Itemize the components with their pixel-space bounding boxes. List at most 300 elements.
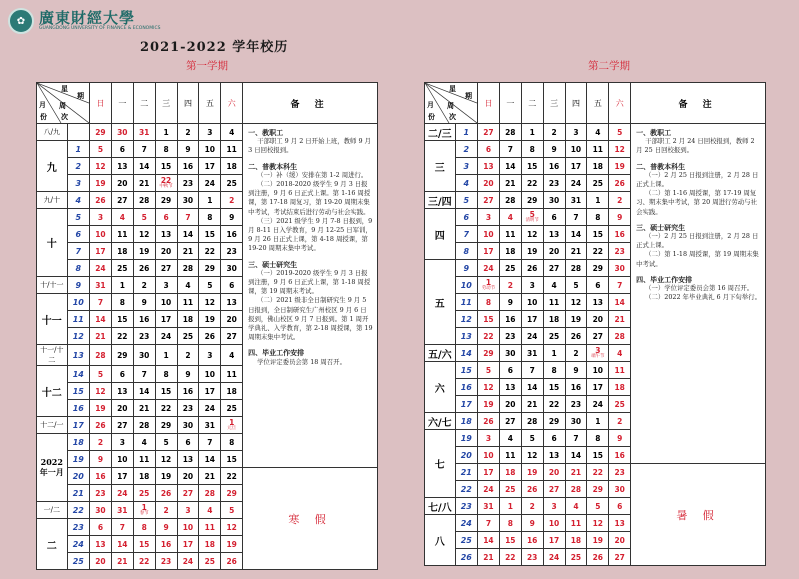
day-cell xyxy=(199,226,221,243)
weekday-header: 日 xyxy=(90,83,112,124)
day-cell xyxy=(133,345,155,366)
day-cell xyxy=(543,549,565,566)
day-cell xyxy=(609,447,631,464)
day-cell xyxy=(90,485,112,502)
note-text: （二）2018-2020 级学生 9 月 3 日报到注册，9 月 6 日正式上课。第 1-16 周授课，第 17-18 周复习，第 19-20 周期末集中考试，考试结束后进行劳动与社会实践。 xyxy=(248,180,371,216)
header-label-qi: 期 xyxy=(77,91,84,100)
week-number: 8 xyxy=(455,243,477,260)
day-cell xyxy=(133,141,155,158)
day-number: 5 xyxy=(617,127,623,137)
day-cell xyxy=(111,536,133,553)
university-logo xyxy=(8,8,160,34)
day-cell xyxy=(133,417,155,434)
day-number: 20 xyxy=(226,314,237,324)
day-cell xyxy=(90,451,112,468)
day-cell xyxy=(521,481,543,498)
day-number: 21 xyxy=(614,314,625,324)
day-number: 1 xyxy=(485,278,492,288)
day-cell xyxy=(155,434,177,451)
day-number: 22 xyxy=(483,331,494,341)
day-cell xyxy=(478,362,500,379)
day-cell xyxy=(478,328,500,345)
day-cell xyxy=(221,294,243,311)
day-number: 13 xyxy=(505,382,516,392)
day-cell xyxy=(90,468,112,485)
day-cell xyxy=(587,447,609,464)
day-number: 16 xyxy=(526,535,538,545)
day-number: 8 xyxy=(595,433,601,443)
day-cell xyxy=(221,260,243,277)
day-number: 5 xyxy=(485,365,492,375)
notes-panel xyxy=(631,124,766,464)
day-number: 6 xyxy=(507,365,513,375)
day-cell xyxy=(609,481,631,498)
day-cell xyxy=(155,175,177,192)
day-cell xyxy=(543,396,565,413)
day-cell xyxy=(565,345,587,362)
day-number: 11 xyxy=(548,297,560,307)
day-number: 17 xyxy=(204,386,216,396)
weekday-header: 四 xyxy=(565,83,587,124)
day-number: 4 xyxy=(207,505,213,515)
day-number: 11 xyxy=(226,369,237,379)
day-number: 25 xyxy=(226,403,237,413)
weekday-header: 五 xyxy=(587,83,609,124)
day-number: 16 xyxy=(505,314,516,324)
day-cell xyxy=(543,311,565,328)
day-cell xyxy=(587,277,609,294)
day-number: 13 xyxy=(614,518,625,528)
day-cell xyxy=(499,345,521,362)
day-number: 7 xyxy=(141,369,147,379)
day-number: 22 xyxy=(138,556,150,566)
week-number: 11 xyxy=(67,311,89,328)
day-number: 11 xyxy=(204,522,216,532)
day-cell xyxy=(155,536,177,553)
day-number: 31 xyxy=(526,348,538,358)
day-cell xyxy=(565,549,587,566)
week-number: 6 xyxy=(67,226,89,243)
day-cell xyxy=(478,175,500,192)
day-number: 17 xyxy=(570,161,582,171)
day-number: 18 xyxy=(614,382,625,392)
note-heading: 三、硕士研究生 xyxy=(636,222,686,232)
day-cell xyxy=(565,226,587,243)
day-number: 3 xyxy=(97,212,104,222)
day-number: 10 xyxy=(592,365,604,375)
day-cell xyxy=(111,366,133,383)
holiday-label: 中秋节 xyxy=(159,184,173,190)
day-cell xyxy=(177,485,199,502)
day-cell xyxy=(111,345,133,366)
week-number: 25 xyxy=(455,532,477,549)
day-number: 12 xyxy=(160,454,172,464)
day-cell xyxy=(90,175,112,192)
day-number: 28 xyxy=(526,416,538,426)
note-text: 学位评定委员会第 18 周召开。 xyxy=(257,357,346,366)
day-cell xyxy=(521,464,543,481)
day-cell xyxy=(587,328,609,345)
day-number: 8 xyxy=(551,365,557,375)
semester2-title: 第二学期 xyxy=(588,60,630,72)
day-number: 15 xyxy=(226,454,237,464)
day-cell xyxy=(543,175,565,192)
day-number: 2 xyxy=(163,505,169,515)
day-cell xyxy=(478,209,500,226)
day-cell xyxy=(543,345,565,362)
day-number: 20 xyxy=(95,556,106,566)
day-cell xyxy=(499,209,521,226)
day-cell xyxy=(133,226,155,243)
holiday-label: 清明节 xyxy=(525,218,539,224)
day-number: 8 xyxy=(163,144,169,154)
day-number: 2 xyxy=(229,195,235,205)
day-cell xyxy=(221,226,243,243)
week-number: 7 xyxy=(455,226,477,243)
day-cell xyxy=(521,141,543,158)
day-number: 20 xyxy=(182,471,194,481)
note-heading: 四、毕业工作安排 xyxy=(248,348,305,358)
week-number: 19 xyxy=(67,451,89,468)
day-number: 26 xyxy=(592,552,604,562)
day-number: 12 xyxy=(226,522,237,532)
day-number: 12 xyxy=(138,229,150,239)
day-number: 28 xyxy=(138,420,150,430)
day-cell xyxy=(111,141,133,158)
day-number: 27 xyxy=(614,552,625,562)
semester1-calendar xyxy=(36,82,378,570)
day-cell xyxy=(609,277,631,294)
day-cell xyxy=(565,396,587,413)
day-number: 1 xyxy=(141,503,147,513)
day-cell xyxy=(199,417,221,434)
day-number: 20 xyxy=(614,535,625,545)
week-number: 15 xyxy=(455,362,477,379)
day-number: 21 xyxy=(117,556,128,566)
week-number: 24 xyxy=(455,515,477,532)
day-cell xyxy=(521,396,543,413)
day-cell xyxy=(543,277,565,294)
day-number: 6 xyxy=(229,280,235,290)
day-cell xyxy=(543,260,565,277)
weekday-header: 日 xyxy=(478,83,500,124)
day-number: 8 xyxy=(229,437,235,447)
day-number: 14 xyxy=(117,539,128,549)
day-cell xyxy=(609,498,631,515)
day-number: 25 xyxy=(505,263,516,273)
day-cell xyxy=(521,532,543,549)
day-number: 6 xyxy=(185,437,191,447)
day-cell xyxy=(90,311,112,328)
day-cell xyxy=(177,468,199,485)
day-cell xyxy=(177,243,199,260)
day-cell xyxy=(499,124,521,141)
day-number: 15 xyxy=(204,229,216,239)
week-number: 21 xyxy=(455,464,477,481)
day-cell xyxy=(478,345,500,362)
day-number: 7 xyxy=(485,518,492,528)
day-cell xyxy=(90,328,112,345)
month-label: 五/六 xyxy=(425,345,456,362)
day-cell xyxy=(221,311,243,328)
day-number: 4 xyxy=(507,212,513,222)
day-number: 24 xyxy=(160,331,172,341)
day-number: 23 xyxy=(160,556,172,566)
day-cell xyxy=(199,536,221,553)
day-number: 22 xyxy=(160,176,172,186)
day-cell xyxy=(133,260,155,277)
day-cell xyxy=(478,481,500,498)
day-number: 27 xyxy=(483,127,494,137)
day-number: 6 xyxy=(595,280,601,290)
day-cell xyxy=(221,328,243,345)
day-number: 22 xyxy=(226,471,237,481)
day-number: 3 xyxy=(207,127,213,137)
day-cell xyxy=(499,549,521,566)
day-number: 18 xyxy=(226,161,237,171)
day-number: 2 xyxy=(97,437,104,447)
day-number: 1 xyxy=(163,350,169,360)
week-number: 6 xyxy=(455,209,477,226)
day-number: 31 xyxy=(483,501,494,511)
day-number: 29 xyxy=(548,416,560,426)
day-cell xyxy=(199,434,221,451)
month-label: 九 xyxy=(37,141,68,192)
day-number: 2 xyxy=(573,348,579,358)
day-number: 3 xyxy=(595,346,601,356)
day-number: 11 xyxy=(138,454,150,464)
day-number: 13 xyxy=(548,229,560,239)
day-number: 24 xyxy=(204,403,216,413)
day-number: 15 xyxy=(592,229,604,239)
week-number: 20 xyxy=(67,468,89,485)
day-number: 20 xyxy=(160,246,172,256)
month-label: 一/二 xyxy=(37,502,68,519)
day-number: 24 xyxy=(570,178,582,188)
day-number: 1 xyxy=(529,127,535,137)
note-text: （三）2021 级学生 9 月 7-8 日报到，9 月 8-11 日入学教育，9 月 12-25 日军训，9 月 26 日正式上课，第 4-18 周授课，第 19-20 周期末集中考试。 xyxy=(248,216,373,253)
day-number: 22 xyxy=(548,399,560,409)
week-number: 25 xyxy=(67,553,89,570)
day-cell xyxy=(199,328,221,345)
day-number: 25 xyxy=(204,556,216,566)
day-number: 22 xyxy=(592,467,604,477)
notes-header: 备 注 xyxy=(243,83,378,124)
day-number: 24 xyxy=(95,263,106,273)
day-cell xyxy=(155,451,177,468)
day-cell xyxy=(111,243,133,260)
day-cell xyxy=(565,515,587,532)
day-cell xyxy=(478,532,500,549)
weekday-header: 二 xyxy=(521,83,543,124)
day-cell xyxy=(543,226,565,243)
holiday-label: 端午节 xyxy=(591,354,605,360)
day-number: 15 xyxy=(160,161,172,171)
day-number: 26 xyxy=(204,331,216,341)
university-name-en: GUANGDONG UNIVERSITY OF FINANCE & ECONOMICS xyxy=(39,25,161,31)
day-number: 7 xyxy=(119,522,125,532)
week-number: 17 xyxy=(67,417,89,434)
day-cell xyxy=(221,192,243,209)
day-cell xyxy=(521,158,543,175)
month-label: 十二 xyxy=(37,366,68,417)
day-cell xyxy=(609,192,631,209)
week-number: 19 xyxy=(455,430,477,447)
week-number: 16 xyxy=(455,379,477,396)
day-cell xyxy=(155,519,177,536)
day-number: 25 xyxy=(614,399,625,409)
day-number: 13 xyxy=(548,450,560,460)
day-cell xyxy=(111,328,133,345)
day-number: 17 xyxy=(548,535,560,545)
day-number: 15 xyxy=(117,314,128,324)
weekday-header: 三 xyxy=(543,83,565,124)
day-number: 25 xyxy=(138,488,150,498)
day-cell xyxy=(587,311,609,328)
day-cell xyxy=(199,124,221,141)
day-number: 15 xyxy=(483,314,494,324)
day-number: 3 xyxy=(529,280,535,290)
day-cell xyxy=(478,464,500,481)
day-number: 9 xyxy=(617,433,623,443)
day-cell xyxy=(221,502,243,519)
note-heading: 二、普教本科生 xyxy=(636,161,686,171)
day-number: 13 xyxy=(117,161,128,171)
week-number: 13 xyxy=(455,328,477,345)
day-cell xyxy=(499,498,521,515)
note-text: 干部职工 2 月 24 日回校报到，教师 2 月 25 日回校报到。 xyxy=(636,137,755,155)
day-cell xyxy=(133,553,155,570)
day-cell xyxy=(609,532,631,549)
day-cell xyxy=(155,243,177,260)
day-cell xyxy=(565,260,587,277)
day-number: 13 xyxy=(226,297,237,307)
day-cell xyxy=(499,311,521,328)
day-number: 21 xyxy=(182,246,194,256)
day-number: 5 xyxy=(163,437,169,447)
university-name: 廣東財經大學 xyxy=(39,8,136,27)
day-cell xyxy=(221,383,243,400)
month-label: 四 xyxy=(425,209,456,260)
day-number: 4 xyxy=(141,437,147,447)
day-cell xyxy=(587,209,609,226)
day-number: 23 xyxy=(95,488,106,498)
day-cell xyxy=(221,124,243,141)
day-number: 15 xyxy=(592,450,604,460)
day-cell xyxy=(478,158,500,175)
note-text: （二）第 1-16 周授课，第 17-19 周复习、期末集中考试，第 20 周进行劳动与社会实践。 xyxy=(636,189,757,216)
day-cell xyxy=(521,277,543,294)
day-cell xyxy=(221,400,243,417)
day-cell xyxy=(199,260,221,277)
day-cell xyxy=(587,141,609,158)
day-cell xyxy=(221,158,243,175)
day-number: 3 xyxy=(207,350,213,360)
day-cell xyxy=(565,447,587,464)
day-cell xyxy=(609,328,631,345)
header-label-xing: 星 xyxy=(449,84,456,93)
day-number: 12 xyxy=(526,229,538,239)
day-number: 27 xyxy=(160,263,172,273)
day-number: 23 xyxy=(505,331,516,341)
day-cell xyxy=(155,260,177,277)
day-cell xyxy=(155,311,177,328)
day-cell xyxy=(90,502,112,519)
day-number: 31 xyxy=(95,280,106,290)
day-cell xyxy=(177,536,199,553)
day-number: 4 xyxy=(229,350,235,360)
month-label: 七 xyxy=(425,430,456,498)
day-cell xyxy=(133,434,155,451)
day-number: 7 xyxy=(185,212,191,222)
day-cell xyxy=(543,532,565,549)
month-label: 二/三 xyxy=(425,124,456,141)
header-label-zhou: 周 xyxy=(447,101,454,110)
month-label: 十 xyxy=(37,209,68,277)
day-number: 17 xyxy=(483,246,494,256)
day-number: 11 xyxy=(226,144,237,154)
month-label: 八/九 xyxy=(37,124,68,141)
day-number: 26 xyxy=(95,195,106,205)
day-number: 7 xyxy=(507,144,513,154)
day-cell xyxy=(587,362,609,379)
day-cell xyxy=(565,141,587,158)
day-cell xyxy=(499,532,521,549)
day-number: 11 xyxy=(117,229,128,239)
day-cell xyxy=(478,311,500,328)
day-number: 22 xyxy=(505,552,516,562)
day-number: 19 xyxy=(526,467,538,477)
week-number: 9 xyxy=(67,277,89,294)
month-label: 五 xyxy=(425,260,456,345)
weekday-header: 六 xyxy=(221,83,243,124)
day-number: 9 xyxy=(529,518,535,528)
day-number: 14 xyxy=(483,535,494,545)
day-number: 2 xyxy=(507,280,513,290)
note-heading: 一、教职工 xyxy=(248,128,284,137)
day-number: 17 xyxy=(204,161,216,171)
day-cell xyxy=(587,498,609,515)
note-text: 干部职工 9 月 2 日开始上班，教师 9 月 3 日回校报到。 xyxy=(248,137,371,155)
month-label: 十一 xyxy=(37,294,68,345)
day-number: 16 xyxy=(548,161,560,171)
day-number: 12 xyxy=(483,382,494,392)
day-number: 21 xyxy=(204,471,216,481)
day-number: 16 xyxy=(182,161,194,171)
day-number: 14 xyxy=(95,314,106,324)
day-cell xyxy=(609,379,631,396)
day-cell xyxy=(499,464,521,481)
note-text: （一）2019-2020 级学生 9 月 3 日报到注册，9 月 6 日正式上课，第 1-18 周授课，第 19 周期末考试。 xyxy=(248,268,371,296)
week-row xyxy=(37,124,378,141)
day-cell xyxy=(177,502,199,519)
day-number: 11 xyxy=(614,365,625,375)
day-number: 10 xyxy=(204,144,216,154)
day-cell xyxy=(521,175,543,192)
day-cell xyxy=(521,124,543,141)
day-cell xyxy=(199,502,221,519)
day-cell xyxy=(221,536,243,553)
day-cell xyxy=(587,158,609,175)
week-number: 4 xyxy=(455,175,477,192)
day-number: 16 xyxy=(614,450,625,460)
day-number: 6 xyxy=(119,369,125,379)
day-cell xyxy=(90,141,112,158)
day-number: 29 xyxy=(526,195,538,205)
day-number: 11 xyxy=(570,518,582,528)
day-cell xyxy=(199,209,221,226)
day-cell xyxy=(90,209,112,226)
